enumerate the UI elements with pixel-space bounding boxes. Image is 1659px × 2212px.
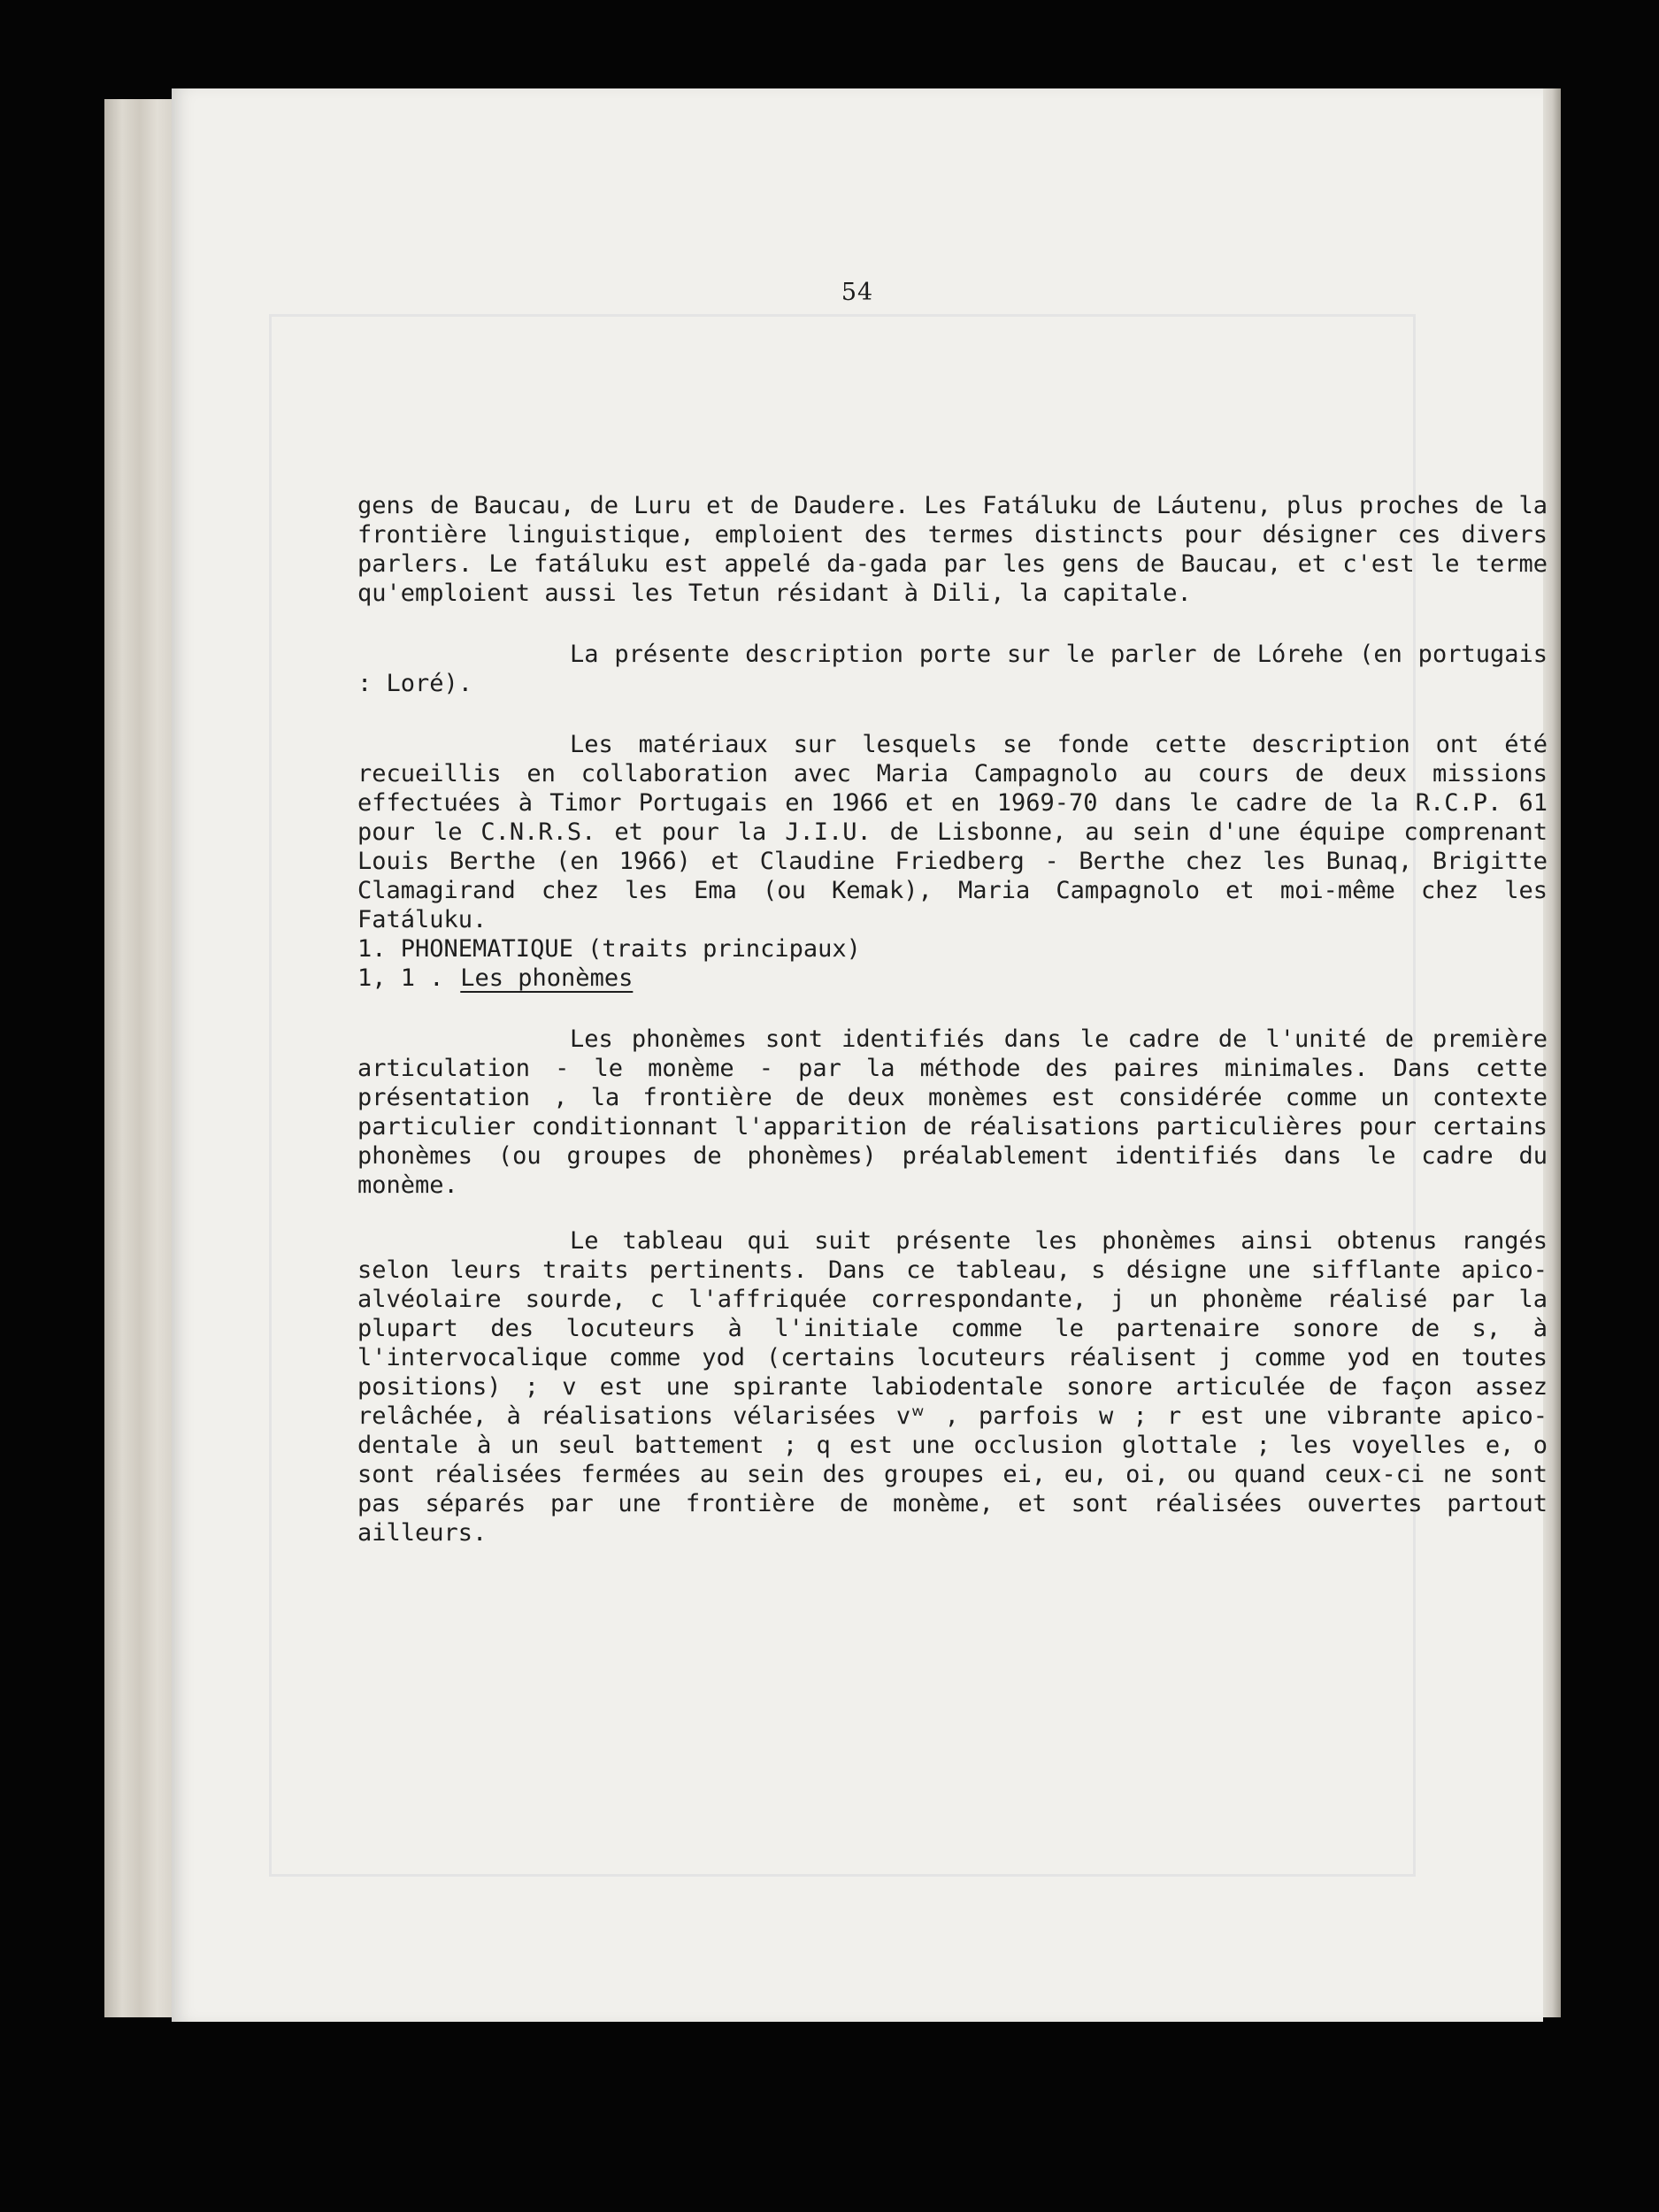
section-heading: 1. PHONEMATIQUE (traits principaux) [357,935,861,963]
book-page [172,88,1548,2022]
subsection-title: Les phonèmes [460,964,634,992]
paragraph-3: Les matériaux sur lesquels se fonde cette description ont été recueillis en collaboration avec Maria Campagnolo au cours de deux missions effectuées à Timor Portugais en 1966 et en 1969-70 dans le cadre de la R.C.P. 61 pour le C.N.R.S. et pour la J.I.U. de Lisbonne, au sein d'une équipe comprenant Louis Berthe (en 1966) et Claudine Friedberg - Berthe chez les Bunaq, Brigitte Clamagirand chez les Ema (ou Kemak), Maria Campagnolo et moi-même chez les Fatáluku. [357,731,1548,933]
paragraph-4: Les phonèmes sont identifiés dans le cadre de l'unité de première articulation - le monème - par la méthode des paires minimales. Dans cette présentation , la frontière de deux monèmes est considérée comme un contexte particulier conditionnant l'apparition de réalisations particulières pour certains phonèmes (ou groupes de phonèmes) préalablement identifiés dans le cadre du monème. [357,1025,1548,1199]
page-stack-edge-left [104,99,175,2017]
subsection-number: 1, 1 . [357,964,444,992]
paragraph-1: gens de Baucau, de Luru et de Daudere. Les Fatáluku de Láutenu, plus proches de la frontière linguistique, emploient des termes distincts pour désigner ces divers parlers. Le fatáluku est appelé da-gada par les gens de Baucau, et c'est le terme qu'emploient aussi les Tetun résidant à Dili, la capitale. [357,492,1548,607]
body-text [357,491,1548,1548]
paragraph-2: La présente description porte sur le parler de Lórehe (en portugais : Loré). [357,641,1548,697]
page-number: 54 [841,279,874,306]
subsection-heading [357,964,1548,993]
paragraph-5: Le tableau qui suit présente les phonèmes ainsi obtenus rangés selon leurs traits pertinents. Dans ce tableau, s désigne une sifflante apico-alvéolaire sourde, c l'affriquée correspondante, j un phonème réalisé par la plupart des locuteurs à l'initiale comme le partenaire sonore de s, à l'intervocalique comme yod (certains locuteurs réalisent j comme yod en toutes positions) ; v est une spirante labiodentale sonore articulée de façon assez relâchée, à réalisations vélarisées vʷ , parfois w ; r est une vibrante apico-dentale à un seul battement ; q est une occlusion glottale ; les voyelles e, o sont réalisées fermées au sein des groupes ei, eu, oi, ou quand ceux-ci ne sont pas séparés par une frontière de monème, et sont réalisées ouvertes partout ailleurs. [357,1227,1548,1547]
